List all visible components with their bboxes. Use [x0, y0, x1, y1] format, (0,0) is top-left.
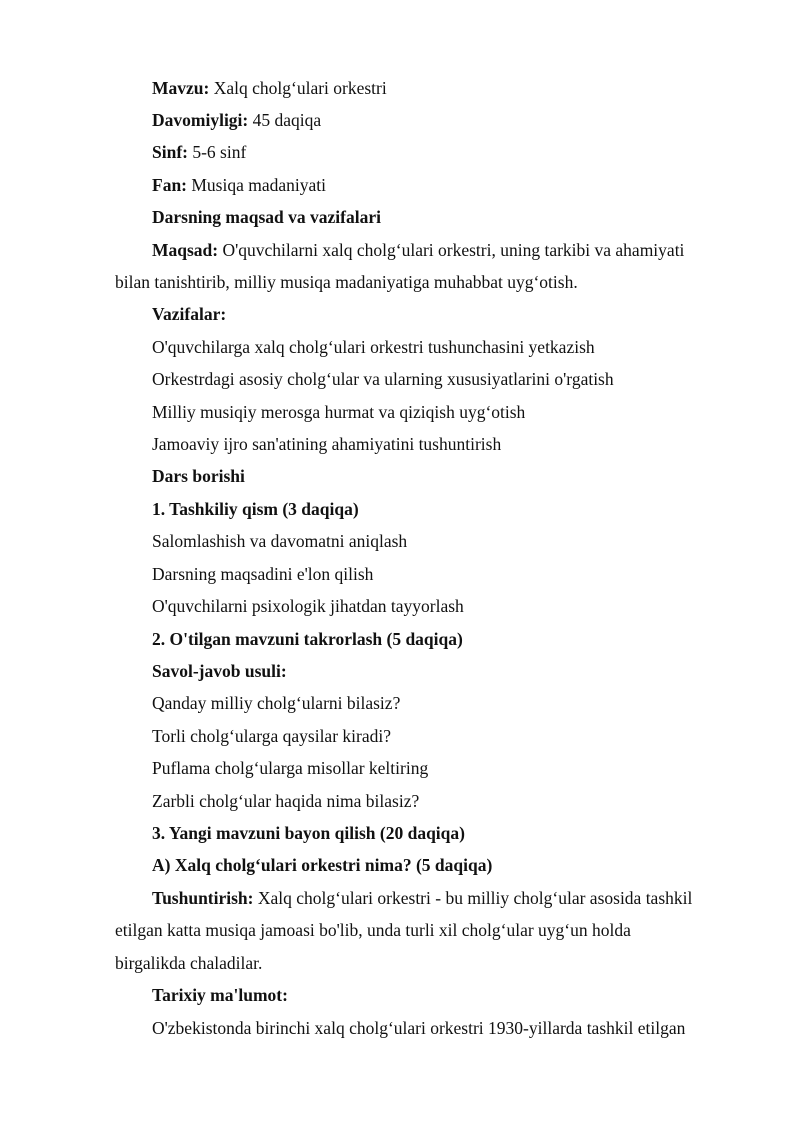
explain-text-3: birgalikda chaladilar. [115, 953, 263, 973]
subject-label: Fan: [152, 175, 187, 195]
history-label: Tarixiy ma'lumot: [152, 985, 288, 1005]
explain-label: Tushuntirish: [152, 888, 254, 908]
task-item: Jamoaviy ijro san'atining ahamiyatini tushuntirish [152, 434, 502, 454]
lesson-heading: Dars borishi [152, 466, 245, 486]
topic-value: Xalq cholg‘ulari orkestri [209, 78, 387, 98]
question-item: Zarbli cholg‘ular haqida nima bilasiz? [152, 791, 420, 811]
subject-value: Musiqa madaniyati [187, 175, 327, 195]
aim-text-2: bilan tanishtirib, milliy musiqa madaniyatiga muhabbat uyg‘otish. [115, 272, 578, 292]
question-item: Puflama cholg‘ularga misollar keltiring [152, 758, 429, 778]
explain-text-2: etilgan katta musiqa jamoasi bo'lib, unda turli xil cholg‘ular uyg‘un holda [115, 920, 631, 940]
part1-heading: 1. Tashkiliy qism (3 daqiqa) [152, 499, 359, 519]
history-text-1: O'zbekistonda birinchi xalq cholg‘ulari orkestri 1930-yillarda tashkil etilgan [152, 1018, 686, 1038]
task-item: Orkestrdagi asosiy cholg‘ular va ularning xususiyatlarini o'rgatish [152, 369, 614, 389]
goals-heading: Darsning maqsad va vazifalari [152, 207, 381, 227]
aim-label: Maqsad: [152, 240, 219, 260]
part2-heading: 2. O'tilgan mavzuni takrorlash (5 daqiqa) [152, 629, 463, 649]
duration-line [152, 108, 321, 132]
subject-line [152, 173, 326, 197]
part1-item: Darsning maqsadini e'lon qilish [152, 564, 374, 584]
explain-text-1: Xalq cholg‘ulari orkestri - bu milliy cholg‘ular asosida tashkil [253, 888, 693, 908]
explain-line [152, 886, 692, 910]
part3a-heading: A) Xalq cholg‘ulari orkestri nima? (5 daqiqa) [152, 855, 493, 875]
aim-text-1: O'quvchilarni xalq cholg‘ulari orkestri, uning tarkibi va ahamiyati [218, 240, 685, 260]
part1-item: O'quvchilarni psixologik jihatdan tayyorlash [152, 596, 464, 616]
grade-line [152, 140, 246, 164]
part1-item: Salomlashish va davomatni aniqlash [152, 531, 408, 551]
question-item: Qanday milliy cholg‘ularni bilasiz? [152, 693, 401, 713]
part3-heading: 3. Yangi mavzuni bayon qilish (20 daqiqa) [152, 823, 465, 843]
task-item: O'quvchilarga xalq cholg‘ulari orkestri tushunchasini yetkazish [152, 337, 595, 357]
grade-label: Sinf: [152, 142, 188, 162]
duration-value: 45 daqiqa [248, 110, 322, 130]
topic-line [152, 76, 387, 100]
task-item: Milliy musiqiy merosga hurmat va qiziqish uyg‘otish [152, 402, 526, 422]
grade-value: 5-6 sinf [187, 142, 247, 162]
topic-label: Mavzu: [152, 78, 210, 98]
duration-label: Davomiyligi: [152, 110, 249, 130]
part2-method: Savol-javob usuli: [152, 661, 287, 681]
aim-line [152, 238, 684, 262]
question-item: Torli cholg‘ularga qaysilar kiradi? [152, 726, 391, 746]
tasks-label: Vazifalar: [152, 304, 227, 324]
